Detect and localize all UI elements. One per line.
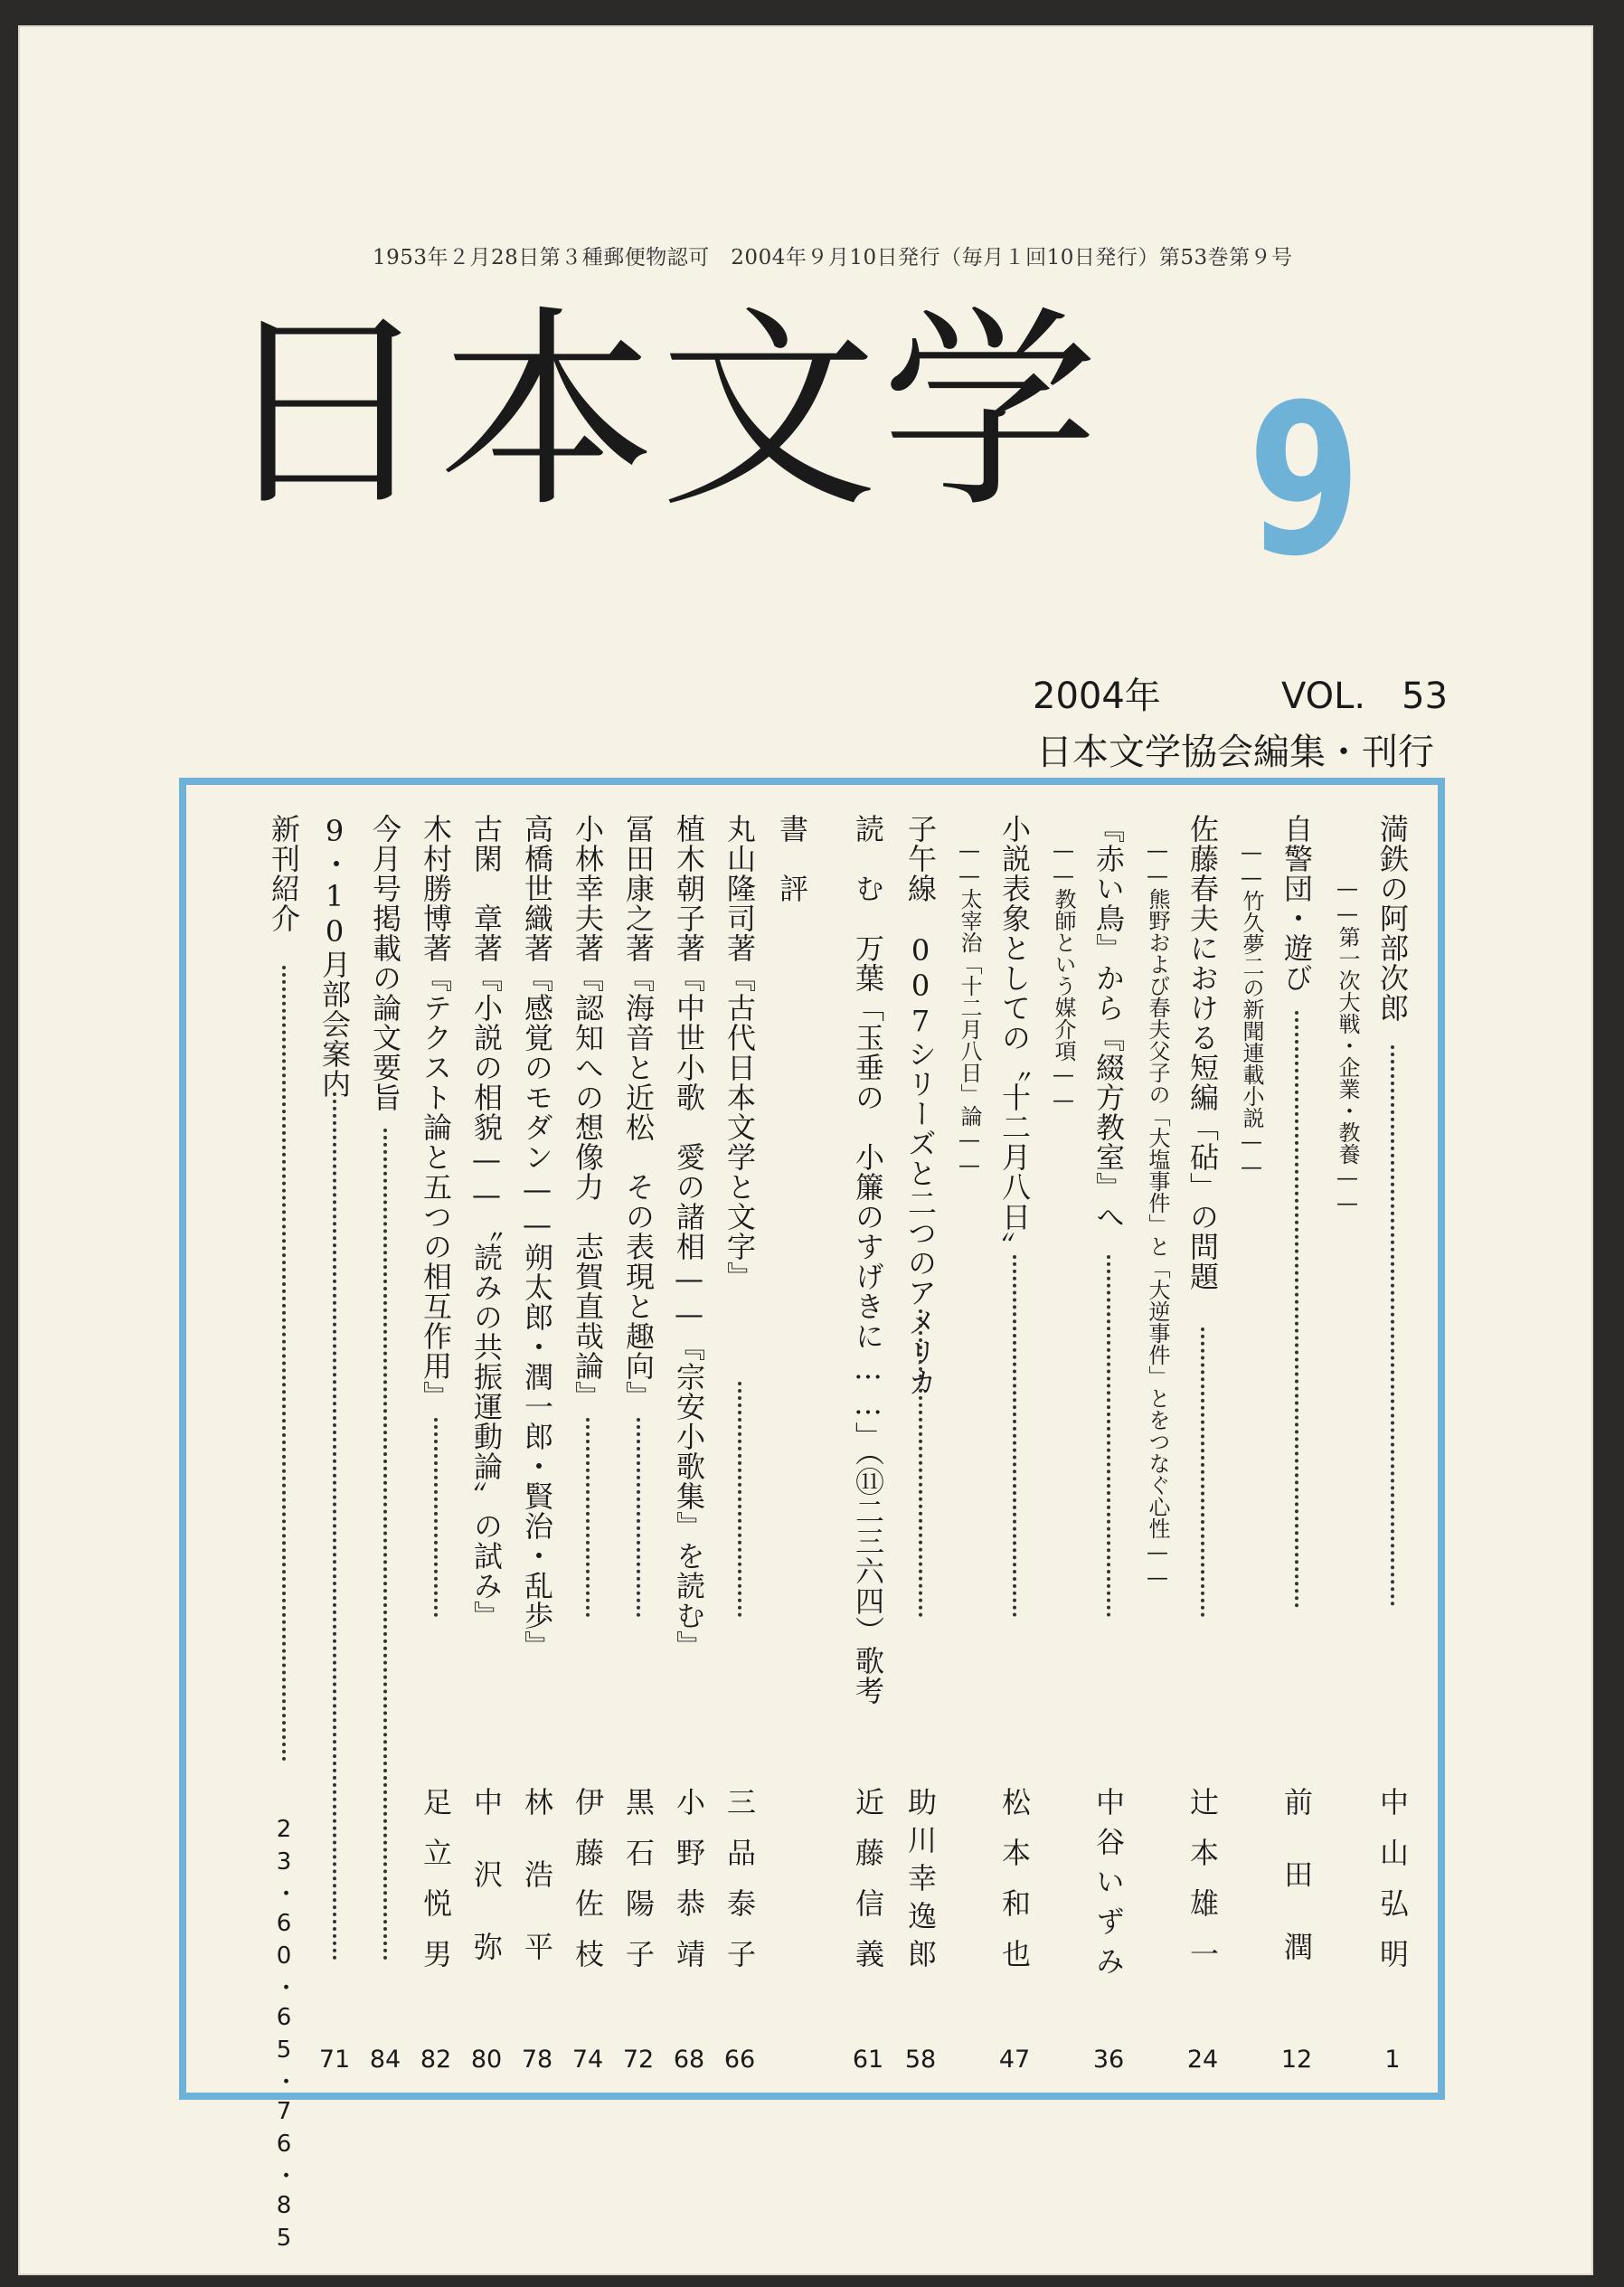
publisher: 日本文学協会編集・刊行 (1036, 732, 1434, 773)
leader-dots (637, 1418, 640, 1617)
review-title: 冨田康之著『海音と近松 その表現と趣向』 (621, 814, 656, 1411)
toc-entry[interactable] (1273, 785, 1320, 2087)
toc-entry-author: 近藤信義 (851, 1787, 885, 1989)
review-entry[interactable] (615, 785, 662, 2087)
misc-entry[interactable] (311, 785, 358, 2087)
leader-dots (333, 1092, 336, 1961)
review-entry[interactable] (412, 785, 459, 2087)
toc-entry-page: 61 (852, 2046, 884, 2074)
leader-dots (1107, 1255, 1110, 1617)
toc-entry-author: 松本和也 (997, 1787, 1032, 1989)
leader-dots (282, 966, 286, 1762)
misc-title: 9・10月部会案内 (317, 814, 352, 1099)
review-title: 丸山隆司著『古代日本文学と文字』 (722, 814, 757, 1291)
misc-page: 84 (369, 2046, 401, 2074)
review-author: 中沢弥 (469, 1787, 504, 2004)
toc-entry-author: 前田潤 (1279, 1787, 1314, 2004)
toc-entry-page: 58 (904, 2046, 937, 2074)
review-author: 三品泰子 (722, 1787, 757, 1989)
review-author: 伊藤佐枝 (571, 1787, 605, 1989)
toc-entry-title: 自警団・遊び (1279, 814, 1314, 993)
review-title: 木村勝博著『テクスト論と五つの相互作用』 (419, 814, 453, 1411)
review-title: 高橋世織著『感覚のモダン——朔太郎・潤一郎・賢治・乱歩』 (520, 814, 554, 1660)
misc-title: 今月号掲載の論文要旨 (368, 814, 402, 1112)
toc-entry-title: 満鉄の阿部次郎 (1375, 814, 1410, 1023)
toc-entry-title: 読 む 万葉「玉垂の 小簾のすげきに……」（⑪二三六四）歌考 (851, 814, 885, 1706)
issue-number: 9 (1248, 361, 1361, 602)
toc-entry-page: 12 (1280, 2046, 1313, 2074)
volume: VOL. 53 (1281, 676, 1449, 717)
leader-dots (434, 1418, 438, 1617)
review-page: 74 (571, 2046, 604, 2074)
review-entry[interactable] (514, 785, 561, 2087)
toc-entry-subtitle: ——竹久夢二の新聞連載小説—— (1239, 839, 1264, 1179)
toc-entry-page: 24 (1186, 2046, 1219, 2074)
toc-entry[interactable] (991, 785, 1038, 2087)
review-author: 林浩平 (520, 1787, 554, 2004)
year: 2004年 (1033, 676, 1161, 717)
toc-entry-page: 36 (1092, 2046, 1125, 2074)
toc-entry-author: 辻本雄一 (1185, 1787, 1220, 1989)
review-page: 68 (673, 2046, 705, 2074)
leader-dots (919, 1309, 922, 1617)
misc-entry[interactable] (260, 785, 307, 2257)
review-entry[interactable] (564, 785, 611, 2087)
toc-entry-author: 中山弘明 (1375, 1787, 1410, 1989)
toc-entry-page: 1 (1384, 2046, 1401, 2074)
review-entry[interactable] (666, 785, 713, 2087)
magazine-title: 日本文学 (217, 288, 1103, 536)
toc-entry[interactable] (1179, 785, 1226, 2087)
misc-entry[interactable] (362, 785, 409, 2087)
review-title: 小林幸夫著『認知への想像力 志賀直哉論』 (571, 814, 605, 1411)
leader-dots (383, 1129, 387, 1961)
leader-dots (1295, 1011, 1298, 1608)
review-page: 78 (521, 2046, 553, 2074)
review-page: 72 (622, 2046, 655, 2074)
review-header: 書 評 (775, 814, 809, 903)
leader-dots (738, 1382, 741, 1617)
toc-entry-title: 佐藤春夫における短編「砧」の問題 (1185, 814, 1220, 1291)
toc-entry[interactable] (845, 785, 892, 2087)
toc-entry-author: 中谷いずみ (1091, 1787, 1126, 1986)
toc-entry-page: 47 (998, 2046, 1031, 2074)
review-page: 66 (723, 2046, 756, 2074)
year-volume-line (1033, 667, 1458, 719)
toc-entry[interactable] (897, 785, 944, 2087)
review-title: 古閑 章著『小説の相貌——〝読みの共振運動論〟の試み』 (469, 814, 504, 1630)
review-author: 足立悦男 (419, 1787, 453, 1989)
toc-entry-title: 子午線 007シリーズと二つのアメリカ (903, 814, 938, 1397)
review-author: 黒石陽子 (621, 1787, 656, 1989)
misc-page: 71 (318, 2046, 351, 2074)
review-title: 植木朝子著『中世小歌 愛の諸相——『宗安小歌集』を読む』 (672, 814, 706, 1660)
toc-entry-subtitle: ——太宰治「十二月八日」論—— (957, 837, 982, 1177)
toc-entry-title: 『赤い鳥』から『綴方教室』へ (1091, 814, 1126, 1232)
misc-title: 新刊紹介 (267, 814, 301, 933)
review-page: 82 (420, 2046, 452, 2074)
review-entry[interactable] (463, 785, 510, 2087)
leader-dots (1391, 1045, 1394, 1606)
misc-page-list: 23・60・65・76・85 (270, 1816, 297, 2257)
toc-entry-author: 助川幸逸郎 (903, 1787, 938, 1977)
magazine-cover (18, 25, 1593, 2275)
review-author: 小野恭靖 (672, 1787, 706, 1989)
leader-dots (1013, 1255, 1016, 1617)
toc-entry-subtitle: ——熊野および春夫父子の「大塩事件」と「大逆事件」とをつなぐ心性—— (1145, 837, 1170, 1590)
toc-entry-title: 小説表象としての〝十二月八日〟 (997, 814, 1032, 1262)
leader-dots (1201, 1328, 1204, 1617)
table-of-contents (179, 778, 1445, 2257)
toc-entry[interactable] (1085, 785, 1132, 2087)
review-page: 80 (470, 2046, 503, 2074)
toc-entry-subtitle: ——第一次大戦・企業・教養—— (1335, 875, 1360, 1215)
postal-permit-line: 1953年２月28日第３種郵便物認可 2004年９月10日発行（毎月１回10日発行）第53巻第９号 (373, 246, 1293, 269)
review-entry[interactable] (716, 785, 763, 2087)
leader-dots (586, 1418, 590, 1617)
toc-entry[interactable] (1369, 785, 1416, 2087)
toc-entry-subtitle: ——教師という媒介項—— (1051, 837, 1076, 1112)
